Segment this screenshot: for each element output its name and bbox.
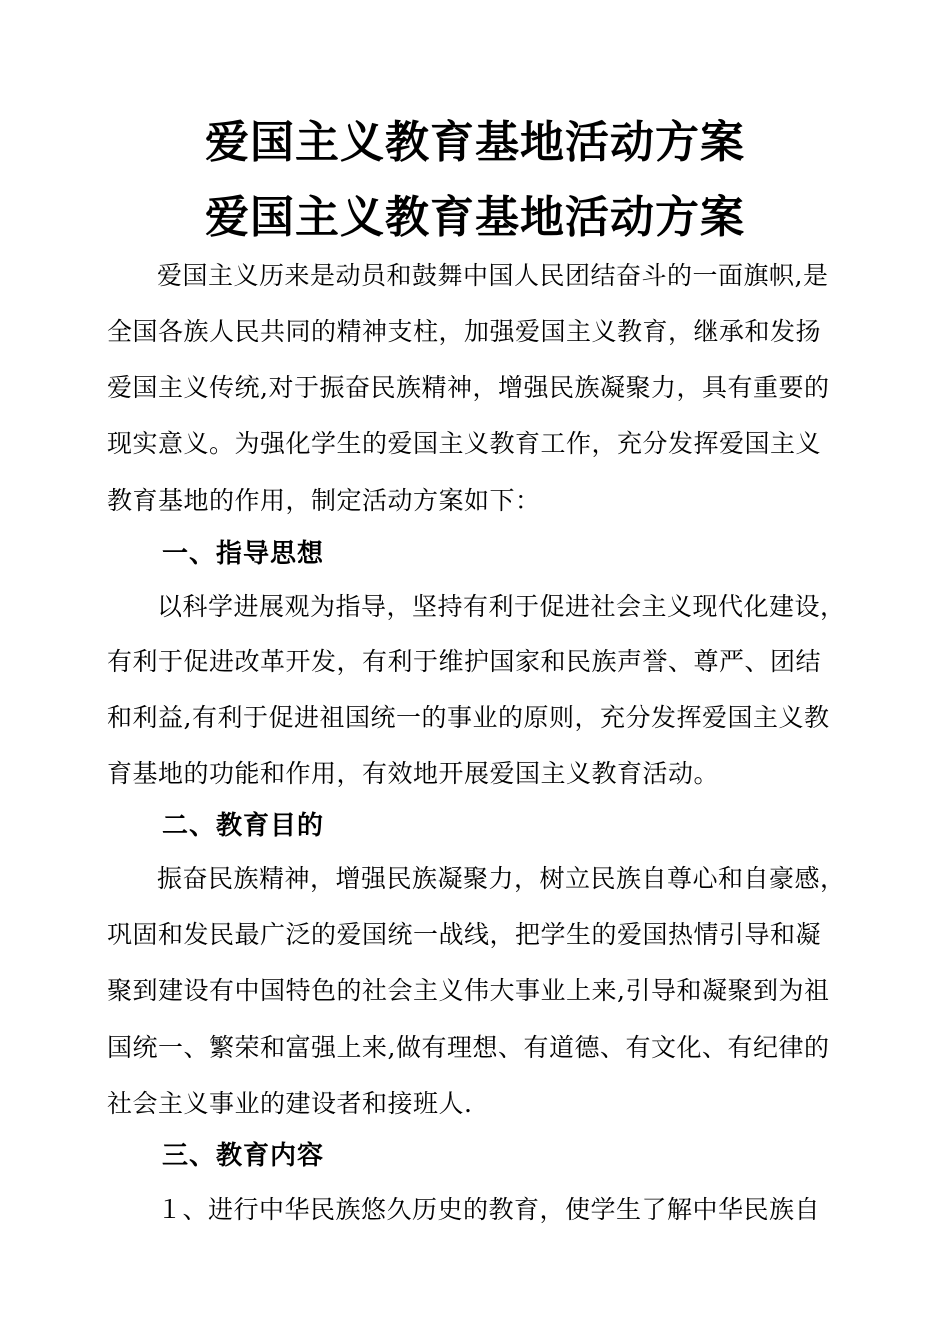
intro-line: 现实意义。为强化学生的爱国主义教育工作，充分发挥爱国主义 [107,429,822,458]
paragraph-line: 和利益,有利于促进祖国统一的事业的原则，充分发挥爱国主义教 [107,703,830,732]
intro-line: 全国各族人民共同的精神支柱，加强爱国主义教育，继承和发扬 [107,317,822,346]
paragraph-line: 有利于促进改革开发，有利于维护国家和民族声誉、尊严、团结 [107,647,822,676]
paragraph-line: 以科学进展观为指导，坚持有利于促进社会主义现代化建设， [157,592,846,621]
intro-line: 爱国主义历来是动员和鼓舞中国人民团结奋斗的一面旗帜,是 [157,261,829,290]
intro-line: 爱国主义传统,对于振奋民族精神，增强民族凝聚力，具有重要的 [107,373,830,402]
paragraph-line: 国统一、繁荣和富强上来,做有理想、有道德、有文化、有纪律的 [107,1033,830,1062]
paragraph-line: １、进行中华民族悠久历史的教育，使学生了解中华民族自 [157,1195,821,1224]
paragraph-line: 社会主义事业的建设者和接班人. [107,1089,473,1118]
section-heading: 二、教育目的 [162,811,325,841]
section-heading: 一、指导思想 [162,539,325,569]
section-heading: 三、教育内容 [162,1141,325,1171]
document-title: 爱国主义教育基地活动方案 [205,117,745,168]
paragraph-line: 振奋民族精神，增强民族凝聚力，树立民族自尊心和自豪感， [157,864,846,893]
paragraph-line: 育基地的功能和作用，有效地开展爱国主义教育活动。 [107,759,720,788]
paragraph-line: 巩固和发民最广泛的爱国统一战线，把学生的爱国热情引导和凝 [107,920,822,949]
intro-line: 教育基地的作用，制定活动方案如下： [107,486,541,515]
paragraph-line: 聚到建设有中国特色的社会主义伟大事业上来,引导和凝聚到为祖 [107,976,830,1005]
document-title-repeat: 爱国主义教育基地活动方案 [205,192,745,243]
